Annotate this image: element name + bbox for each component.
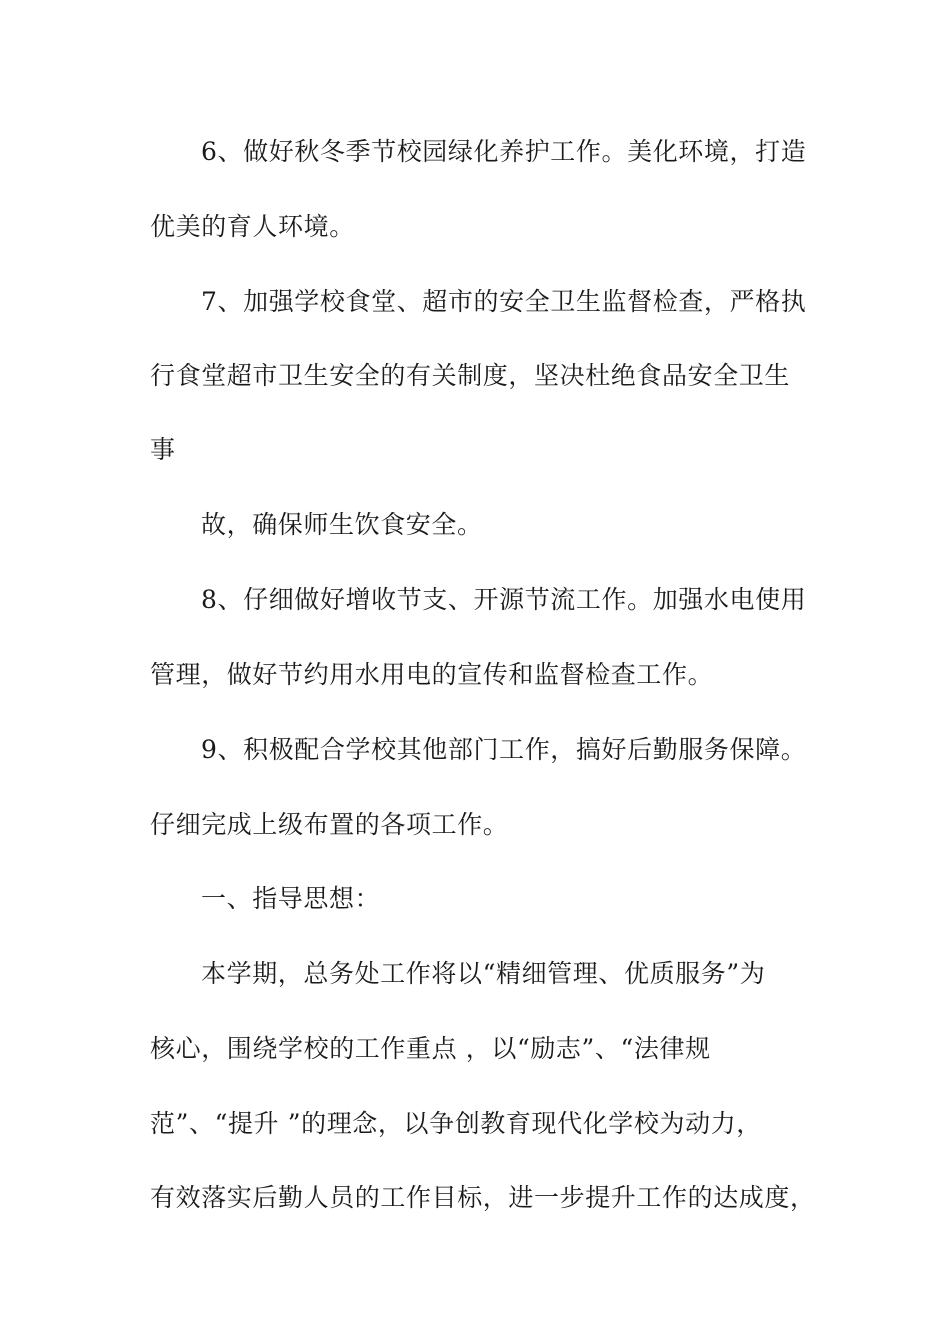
paragraph-item-7-line-3: 事	[150, 435, 176, 464]
section-heading-guiding-thought: 一、指导思想：	[201, 884, 381, 913]
paragraph-item-6-line-2: 优美的育人环境。	[150, 212, 355, 241]
paragraph-item-8-line-2: 管理，做好节约用水用电的宣传和监督检查工作。	[150, 660, 714, 689]
paragraph-item-9-line-1: 9、积极配合学校其他部门工作，搞好后勤服务保障。	[201, 735, 807, 764]
paragraph-guiding-line-2: 核心，围绕学校的工作重点 ，以“励志”、“法律规	[150, 1034, 711, 1063]
paragraph-item-8-line-1: 8、仔细做好增收节支、开源节流工作。加强水电使用	[201, 585, 807, 614]
paragraph-item-7-line-1: 7、加强学校食堂、超市的安全卫生监督检查，严格执	[201, 287, 807, 316]
paragraph-guiding-line-3: 范”、“提升 ”的理念，以争创教育现代化学校为动力，	[150, 1109, 762, 1138]
paragraph-item-7-line-2: 行食堂超市卫生安全的有关制度，坚决杜绝食品安全卫生	[150, 361, 791, 390]
paragraph-guiding-line-1: 本学期，总务处工作将以“精细管理、优质服务”为	[201, 959, 766, 988]
paragraph-item-6-line-1: 6、做好秋冬季节校园绿化养护工作。美化环境，打造	[201, 137, 807, 166]
paragraph-guiding-line-4: 有效落实后勤人员的工作目标，进一步提升工作的达成度，	[150, 1183, 816, 1212]
paragraph-item-7-line-4: 故，确保师生饮食安全。	[201, 510, 483, 539]
paragraph-item-9-line-2: 仔细完成上级布置的各项工作。	[150, 810, 509, 839]
